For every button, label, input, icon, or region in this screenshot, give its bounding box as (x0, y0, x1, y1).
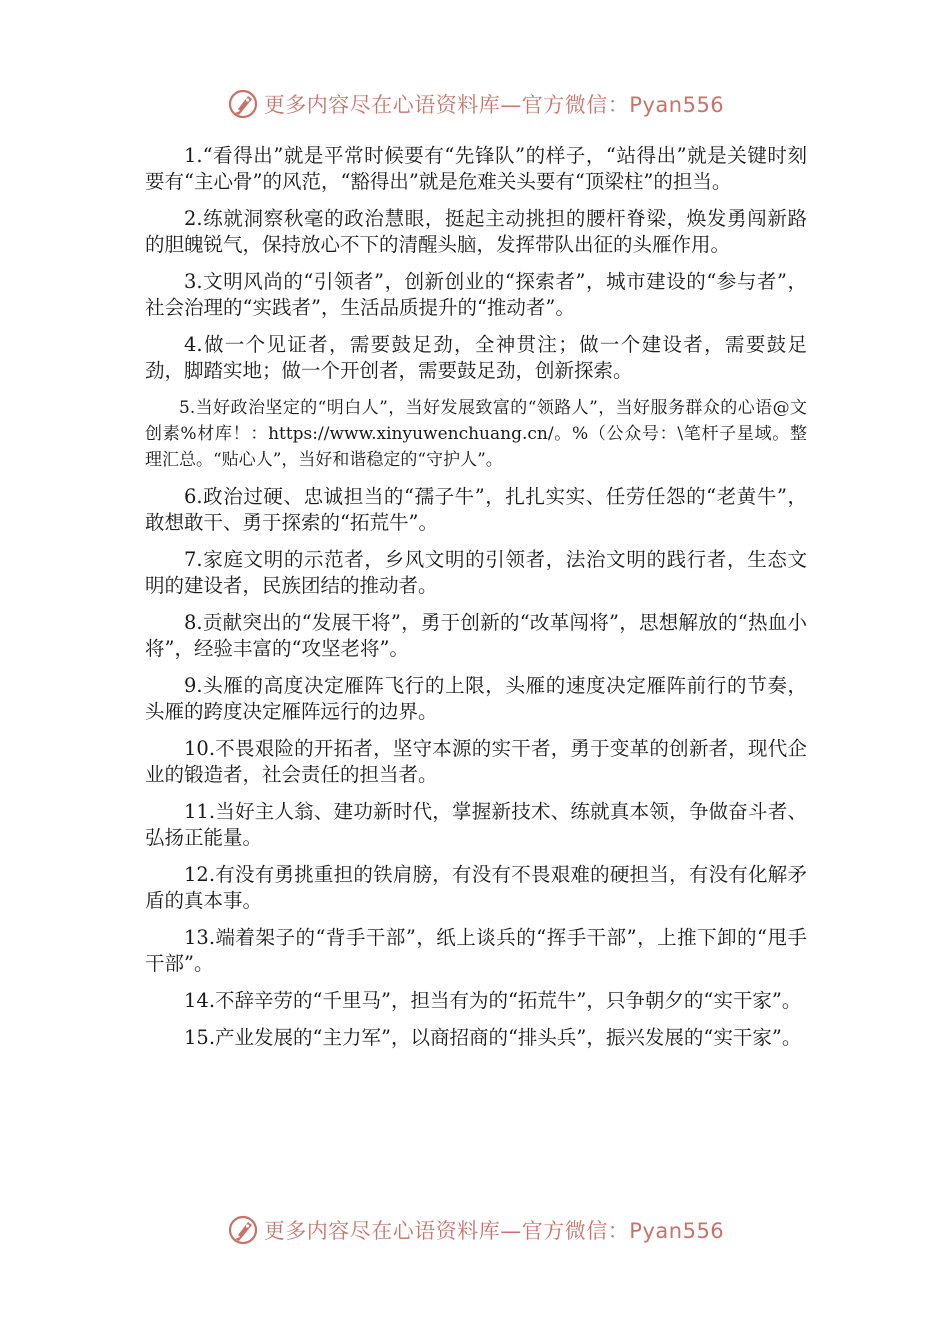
pen-nib-logo-icon (226, 1213, 260, 1247)
banner-text: 更多内容尽在心语资料库—官方微信：Pyan556 (263, 93, 725, 117)
paragraph-2: 2.练就洞察秋毫的政治慧眼，挺起主动挑担的腰杆脊梁，焕发勇闯新路的胆魄锐气，保持放心不下的清醒头脑，发挥带队出征的头雁作用。 (145, 207, 807, 256)
paragraph-8: 8.贡献突出的“发展干将”，勇于创新的“改革闯将”，思想解放的“热血小将”，经验丰富的“攻坚老将”。 (145, 611, 807, 660)
paragraph-7: 7.家庭文明的示范者，乡风文明的引领者，法治文明的践行者，生态文明的建设者，民族团结的推动者。 (145, 548, 807, 597)
footer-banner (0, 1210, 950, 1250)
paragraph-6: 6.政治过硬、忠诚担当的“孺子牛”，扎扎实实、任劳任怨的“老黄牛”，敢想敢干、勇于探索的“拓荒牛”。 (145, 485, 807, 534)
banner-text: 更多内容尽在心语资料库—官方微信：Pyan556 (263, 1219, 725, 1243)
paragraph-9: 9.头雁的高度决定雁阵飞行的上限，头雁的速度决定雁阵前行的节奏，头雁的跨度决定雁阵远行的边界。 (145, 674, 807, 723)
pen-nib-logo-icon (226, 87, 260, 121)
header-banner (0, 84, 950, 124)
paragraph-4: 4.做一个见证者，需要鼓足劲，全神贯注；做一个建设者，需要鼓足劲，脚踏实地；做一个开创者，需要鼓足劲，创新探索。 (145, 333, 807, 382)
paragraph-15: 15.产业发展的“主力军”，以商招商的“排头兵”，振兴发展的“实干家”。 (184, 1026, 802, 1049)
paragraph-3: 3.文明风尚的“引领者”，创新创业的“探索者”，城市建设的“参与者”，社会治理的“实践者”，生活品质提升的“推动者”。 (145, 270, 807, 319)
paragraph-5: 5.当好政治坚定的“明白人”，当好发展致富的“领路人”，当好服务群众的心语@文创素%材库！：https://www.xinyuwenchuang.cn/。%（公众号：\笔杆子星域。整理汇总。“贴心人”，当好和谐稳定的“守护人”。 (145, 398, 807, 470)
paragraph-1: 1.“看得出”就是平常时候要有“先锋队”的样子，“站得出”就是关键时刻要有“主心骨”的风范，“豁得出”就是危难关头要有“顶梁柱”的担当。 (145, 144, 807, 193)
paragraph-11: 11.当好主人翁、建功新时代，掌握新技术、练就真本领，争做奋斗者、弘扬正能量。 (145, 800, 807, 849)
paragraph-14: 14.不辞辛劳的“千里马”，担当有为的“拓荒牛”，只争朝夕的“实干家”。 (184, 989, 802, 1012)
paragraph-12: 12.有没有勇挑重担的铁肩膀，有没有不畏艰难的硬担当，有没有化解矛盾的真本事。 (145, 863, 807, 912)
paragraph-13: 13.端着架子的“背手干部”，纸上谈兵的“挥手干部”，上推下卸的“甩手干部”。 (145, 926, 807, 975)
paragraph-10: 10.不畏艰险的开拓者，坚守本源的实干者，勇于变革的创新者，现代企业的锻造者，社会责任的担当者。 (145, 737, 807, 786)
document-body (145, 143, 807, 1062)
